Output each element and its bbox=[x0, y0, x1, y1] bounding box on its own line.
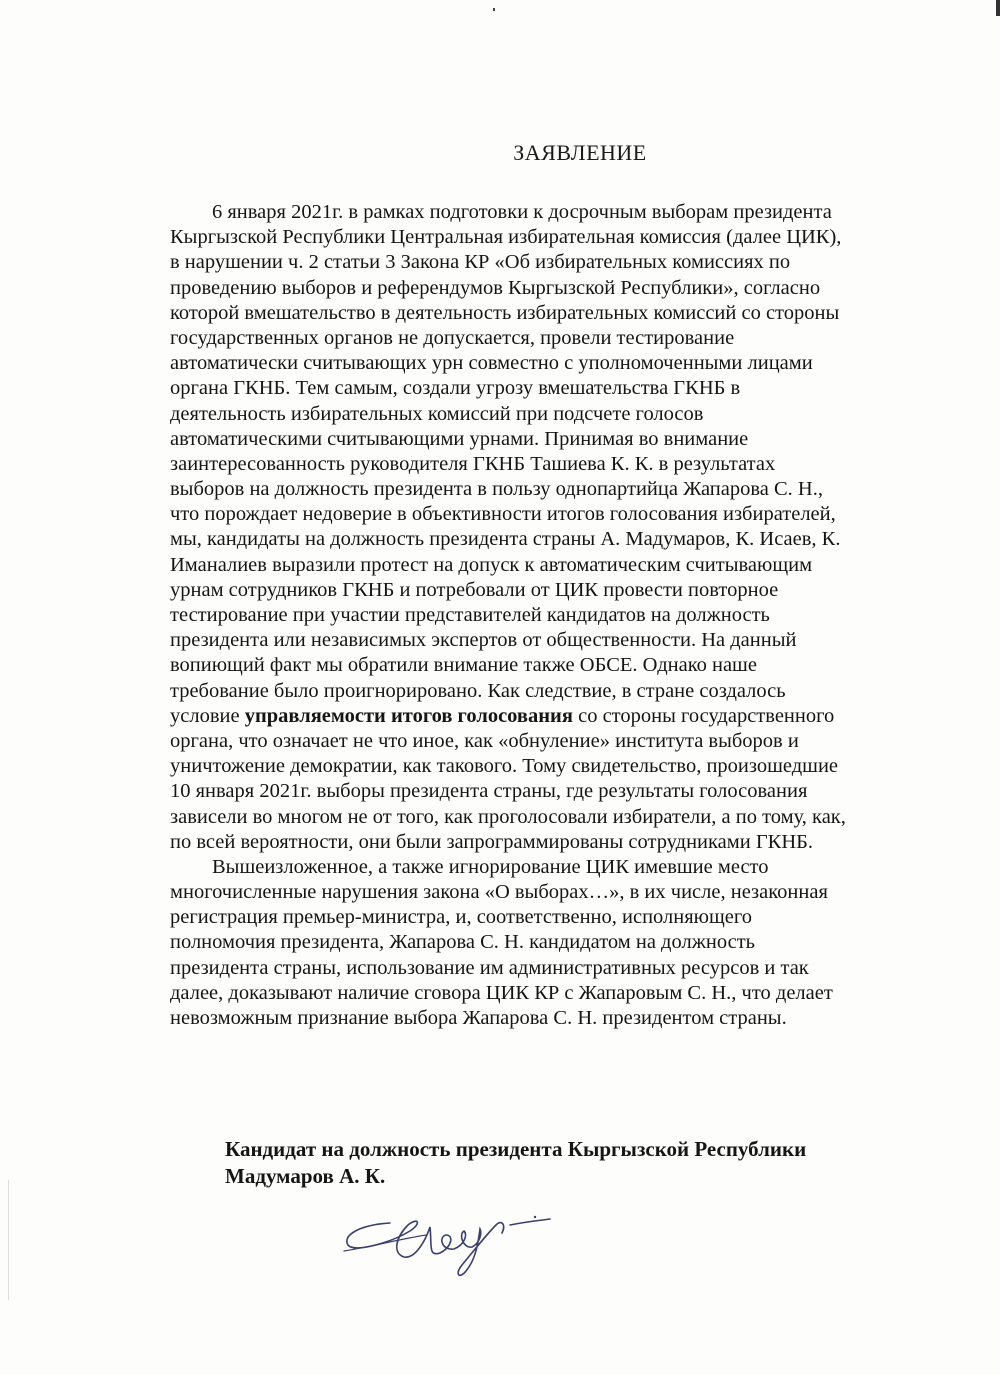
text-line: многочисленные нарушения закона «О выборах…», в их числе, незаконная bbox=[170, 881, 828, 904]
text-line: уничтожение демократии, как такового. Тому свидетельство, произошедшие bbox=[170, 755, 839, 778]
text-line: государственных органов не допускается, провели тестирование bbox=[170, 326, 735, 349]
paragraph-1 bbox=[170, 200, 936, 704]
text-line: регистрация премьер-министра, и, соответственно, исполняющего bbox=[170, 906, 753, 929]
text-line: Кыргызской Республики Центральная избирательная комиссия (далее ЦИК), bbox=[170, 226, 842, 249]
text-line: президента страны, использование им административных ресурсов и так bbox=[170, 956, 809, 979]
text-line: Иманалиев выразили протест на допуск к автоматическим считывающим bbox=[170, 553, 813, 576]
text-line: деятельность избирательных комиссий при подсчете голосов bbox=[170, 402, 704, 425]
signatory-block bbox=[225, 1136, 925, 1190]
text-line: вопиющий факт мы обратили внимание также ОБСЕ. Однако наше bbox=[170, 654, 757, 677]
text-line-bold bbox=[170, 704, 936, 729]
paragraph-1-end bbox=[170, 729, 936, 855]
text-line: 10 января 2021г. выборы президента страны, где результаты голосования bbox=[170, 780, 808, 803]
signatory-name: Мадумаров А. К. bbox=[225, 1164, 386, 1188]
text-line: автоматически считывающих урн совместно с уполномоченными лицами bbox=[170, 352, 813, 375]
document-title: ЗАЯВЛЕНИЕ bbox=[513, 140, 647, 165]
text-line: заинтересованность руководителя ГКНБ Ташиева К. К. в результатах bbox=[170, 452, 776, 475]
paragraph-2 bbox=[170, 855, 936, 1031]
handwritten-signature bbox=[330, 1195, 580, 1285]
text-line: по всей вероятности, они были запрограммированы сотрудниками ГКНБ. bbox=[170, 830, 814, 853]
text-line: далее, доказывают наличие сговора ЦИК КР с Жапаровым С. Н., что делает bbox=[170, 981, 833, 1004]
text-line: зависели во многом не от того, как проголосовали избиратели, а по тому, как, bbox=[170, 805, 846, 828]
text-line: тестирование при участии представителей кандидатов на должность bbox=[170, 604, 770, 626]
scan-edge-line bbox=[8, 1180, 9, 1300]
text-line: выборов на должность президента в пользу однопартийца Жапарова С. Н., bbox=[170, 478, 823, 501]
bold-line-after: со стороны государственного bbox=[572, 704, 835, 727]
text-line: президента или независимых экспертов от общественности. На данный bbox=[170, 629, 797, 652]
text-line: Вышеизложенное, а также игнорирование ЦИК имевшие место bbox=[212, 855, 769, 878]
scan-edge-mark bbox=[996, 0, 1000, 16]
text-line: полномочия президента, Жапарова С. Н. кандидатом на должность bbox=[170, 931, 756, 954]
text-line: которой вмешательство в деятельность избирательных комиссий со стороны bbox=[170, 301, 840, 324]
text-line: 6 января 2021г. в рамках подготовки к досрочным выборам президента bbox=[212, 201, 832, 223]
text-line: мы, кандидаты на должность президента страны А. Мадумаров, К. Исаев, К. bbox=[170, 528, 841, 551]
text-line: проведению выборов и референдумов Кыргызской Республики», согласно bbox=[170, 276, 821, 299]
text-line: в нарушении ч. 2 статьи 3 Закона КР «Об избирательных комиссиях по bbox=[170, 251, 791, 274]
bold-phrase: управляемости итогов голосования bbox=[244, 704, 573, 727]
document-body bbox=[170, 200, 936, 1031]
bold-line-before: условие bbox=[170, 704, 245, 727]
text-line: требование было проигнорировано. Как следствие, в стране создалось bbox=[170, 679, 786, 702]
text-line: автоматическими считывающими урнами. Принимая во внимание bbox=[170, 427, 749, 450]
text-line: что порождает недоверие в объективности итогов голосования избирателей, bbox=[170, 503, 836, 526]
text-line: органа, что означает не что иное, как «обнуление» института выборов и bbox=[170, 729, 799, 752]
signatory-position: Кандидат на должность президента Кыргызской Республики bbox=[225, 1137, 807, 1161]
text-line: урнам сотрудников ГКНБ и потребовали от ЦИК провести повторное bbox=[170, 578, 779, 601]
scan-speck bbox=[493, 8, 495, 11]
text-line: невозможным признание выбора Жапарова С. Н. президентом страны. bbox=[170, 1007, 787, 1029]
text-line: органа ГКНБ. Тем самым, создали угрозу вмешательства ГКНБ в bbox=[170, 377, 741, 400]
